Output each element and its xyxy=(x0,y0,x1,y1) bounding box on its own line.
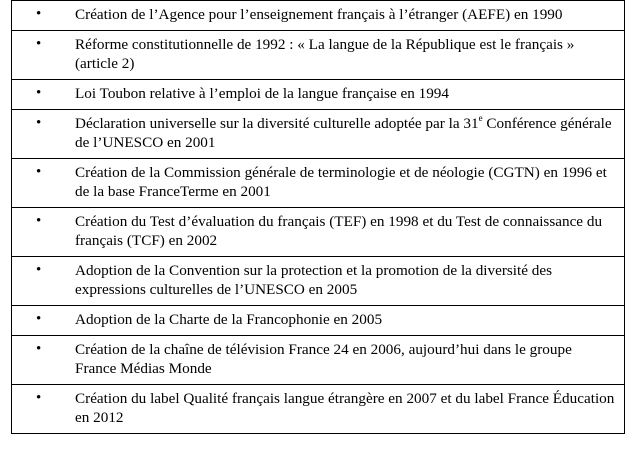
item-text: Création du label Qualité français langue étrangère en 2007 et du label France Éducation en 2012 xyxy=(75,390,615,426)
table-cell xyxy=(12,110,625,159)
bullet-icon: • xyxy=(36,36,42,52)
list-item xyxy=(12,80,624,109)
table-row xyxy=(12,1,625,31)
list-item xyxy=(12,159,624,207)
item-text: Création du Test d’évaluation du français (TEF) en 1998 et du Test de connaissance du français (TCF) en 2002 xyxy=(75,213,603,249)
bullet-icon: • xyxy=(36,262,42,278)
list-item xyxy=(12,1,624,30)
list-item xyxy=(12,306,624,335)
list-item xyxy=(12,208,624,256)
table-cell xyxy=(12,306,625,336)
list-item xyxy=(12,336,624,384)
list-item xyxy=(12,385,624,433)
table-cell xyxy=(12,385,625,434)
bullet-icon: • xyxy=(36,311,42,327)
bullet-icon: • xyxy=(36,85,42,101)
item-text: Réforme constitutionnelle de 1992 : « La langue de la République est le français » (article 2) xyxy=(75,36,575,72)
bullet-icon: • xyxy=(36,115,42,131)
table-row xyxy=(12,159,625,208)
table-row xyxy=(12,208,625,257)
table-row xyxy=(12,31,625,80)
table-cell xyxy=(12,80,625,110)
bullet-icon: • xyxy=(36,390,42,406)
table-row xyxy=(12,306,625,336)
table-cell xyxy=(12,257,625,306)
item-text: Loi Toubon relative à l’emploi de la langue française en 1994 xyxy=(75,85,449,102)
item-text-after: Conférence générale de l’UNESCO en 2001 xyxy=(75,115,612,151)
list-item xyxy=(12,257,624,305)
table-cell xyxy=(12,31,625,80)
item-text xyxy=(75,112,612,151)
list-item xyxy=(12,31,624,79)
item-text: Création de l’Agence pour l’enseignement français à l’étranger (AEFE) en 1990 xyxy=(75,6,563,23)
table-cell xyxy=(12,159,625,208)
table-row xyxy=(12,257,625,306)
item-text: Création de la Commission générale de terminologie et de néologie (CGTN) en 1996 et de la base FranceTerme en 2001 xyxy=(75,164,607,200)
item-text: Adoption de la Charte de la Francophonie en 2005 xyxy=(75,311,383,328)
table-row xyxy=(12,80,625,110)
bullet-icon: • xyxy=(36,341,42,357)
item-text-before: Déclaration universelle sur la diversité culturelle adoptée par la 31 xyxy=(75,115,479,132)
table-cell xyxy=(12,1,625,31)
table-row xyxy=(12,110,625,159)
bullet-icon: • xyxy=(36,6,42,22)
table-row xyxy=(12,385,625,434)
list-item xyxy=(12,110,624,158)
table-row xyxy=(12,336,625,385)
bullet-icon: • xyxy=(36,213,42,229)
bullet-icon: • xyxy=(36,164,42,180)
table-cell xyxy=(12,208,625,257)
item-text: Adoption de la Convention sur la protection et la promotion de la diversité des expressions culturelles de l’UNESCO en 2005 xyxy=(75,262,553,298)
ordinal-superscript: e xyxy=(478,112,483,123)
timeline-table xyxy=(11,0,625,434)
item-text: Création de la chaîne de télévision France 24 en 2006, aujourd’hui dans le groupe France Médias Monde xyxy=(75,341,572,377)
table-cell xyxy=(12,336,625,385)
